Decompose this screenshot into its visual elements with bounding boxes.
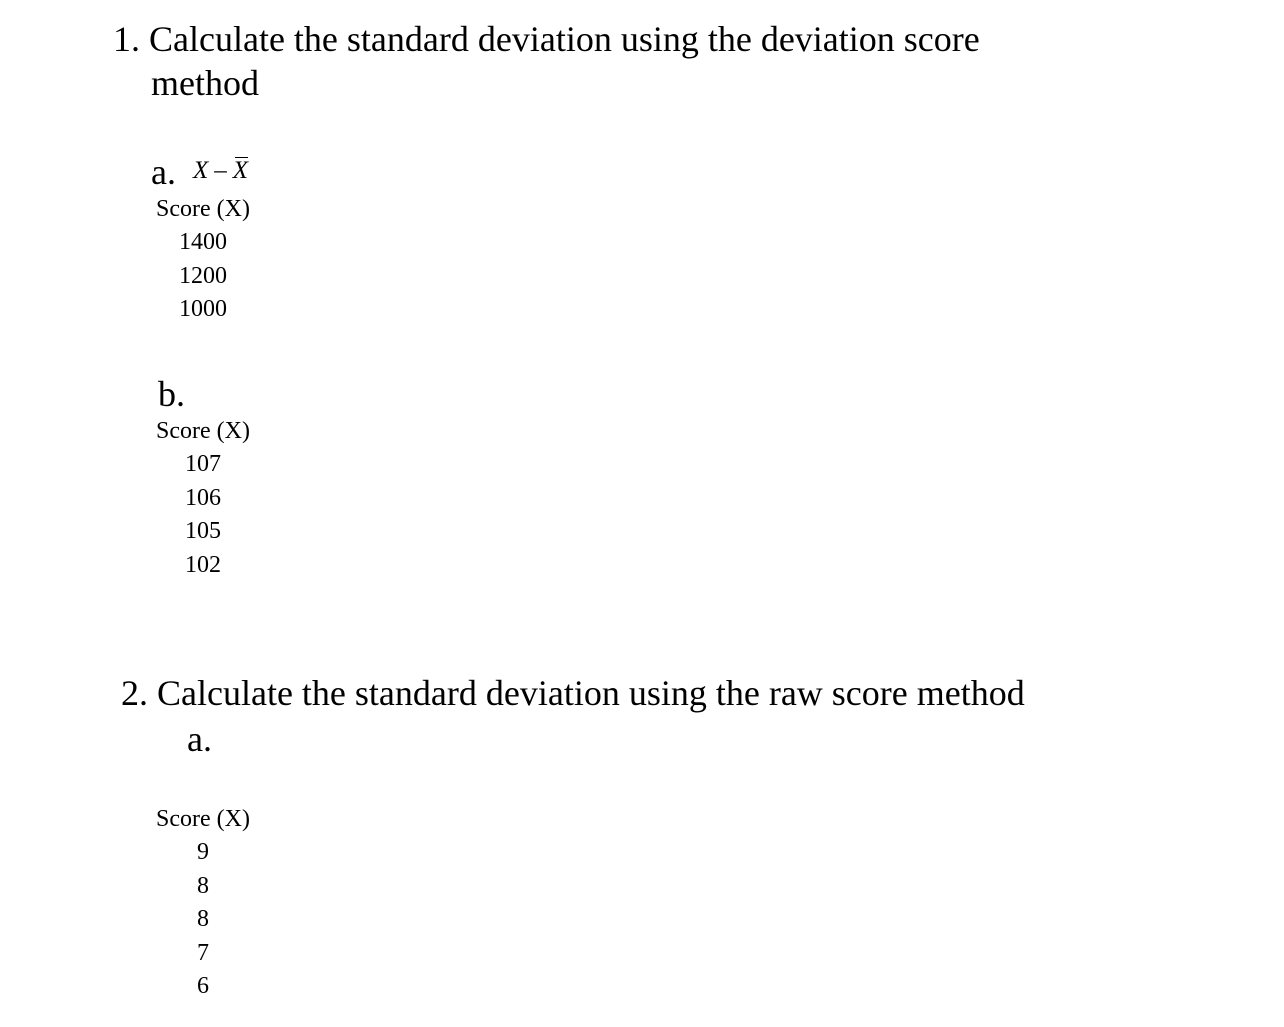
score-value: 107 (185, 451, 221, 477)
question-1-line-2: method (151, 63, 259, 103)
formula-x-bar: X (232, 157, 249, 184)
question-1-part-a-label: a. (151, 152, 176, 192)
score-table-1b (153, 414, 253, 582)
question-1-line-1: 1. Calculate the standard deviation using the deviation score (113, 19, 980, 59)
score-value: 7 (197, 939, 209, 966)
score-table-header: Score (X) (156, 418, 250, 444)
score-value: 1400 (179, 229, 227, 255)
score-table-header: Score (X) (156, 196, 250, 222)
score-value: 9 (197, 839, 209, 865)
score-table-header: Score (X) (156, 806, 250, 832)
question-1-part-b-label: b. (158, 374, 185, 414)
score-value: 6 (197, 973, 209, 999)
score-table-1a (153, 192, 253, 327)
formula-x: X (193, 157, 209, 184)
score-value: 1200 (179, 262, 227, 289)
score-value: 102 (185, 551, 221, 578)
score-value: 106 (185, 484, 221, 511)
score-value: 8 (197, 872, 209, 899)
deviation-formula (193, 156, 248, 186)
score-value: 105 (185, 518, 221, 544)
formula-minus: – (214, 157, 227, 184)
score-value: 8 (197, 906, 209, 932)
score-table-2a (153, 802, 253, 1004)
question-2-line-1: 2. Calculate the standard deviation using the raw score method (121, 673, 1025, 713)
score-value: 1000 (179, 296, 227, 322)
question-2-part-a-label: a. (187, 719, 212, 759)
